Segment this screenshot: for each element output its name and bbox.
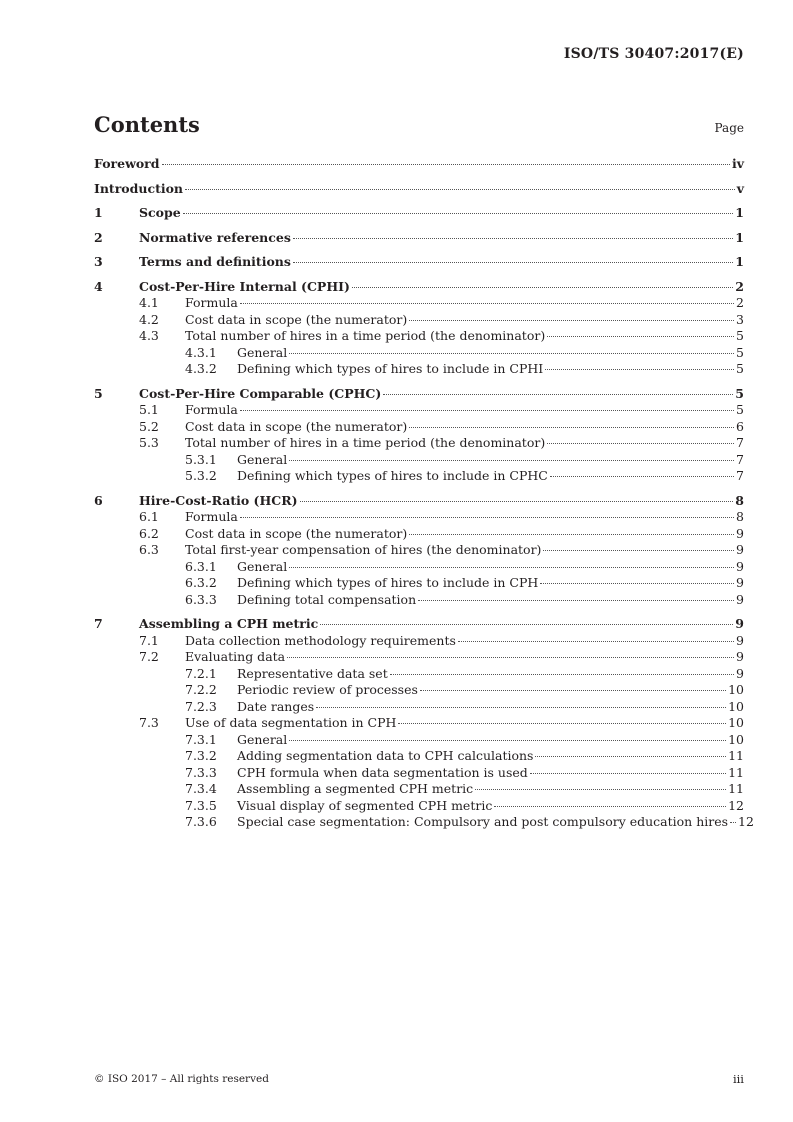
toc-entry[interactable] [94,312,744,329]
dot-leader [409,320,734,321]
toc-entry-title: Cost-Per-Hire Comparable (CPHC) [139,385,382,401]
dot-leader [547,336,734,337]
toc-entry-page: 5 [736,361,744,376]
dot-leader [289,567,734,568]
toc-entry-page: 3 [736,311,744,327]
toc-entry-title: Use of data segmentation in CPH [185,715,397,730]
toc-entry-number: 5 [94,385,103,401]
dot-leader [540,583,734,584]
toc-entry-page: 9 [736,649,744,664]
toc-entry-number: 3 [94,254,103,269]
dot-leader [240,410,734,411]
toc-entry-number: 7.3.2 [185,748,217,763]
toc-entry-number: 7.3.6 [185,814,217,829]
toc-entry-title: Scope [139,205,181,220]
dot-leader [287,657,734,658]
toc-entry-number: 7.3.4 [185,781,217,796]
toc-entry-title: Formula [185,295,238,310]
dot-leader [494,806,726,807]
toc-entry[interactable] [94,386,744,403]
toc-entry-title: Periodic review of processes [237,682,418,697]
toc-entry-page: 5 [736,328,744,343]
toc-entry-title: Total first-year compensation of hires (the denominator) [185,542,542,557]
toc-entry-title: Adding segmentation data to CPH calculations [237,748,534,763]
toc-entry[interactable] [94,279,744,296]
toc-entry-title: Assembling a segmented CPH metric [237,781,474,796]
toc-entry-page: 5 [735,385,744,401]
dot-leader [458,641,734,642]
toc-entry-number: 4.3 [139,328,159,343]
dot-leader [300,501,734,502]
toc-entry[interactable] [94,402,744,419]
toc-entry[interactable] [94,649,744,666]
dot-leader [409,534,734,535]
copyright-notice: © ISO 2017 – All rights reserved [94,1073,269,1085]
toc-entry-title: Special case segmentation: Compulsory and post compulsory education hires [237,814,729,829]
toc-entry-title: Visual display of segmented CPH metric [237,797,493,813]
toc-entry[interactable] [94,181,744,198]
toc-entry-title: Cost data in scope (the numerator) [185,418,408,434]
toc-entry[interactable] [94,526,744,543]
toc-entry-title: Date ranges [237,698,315,714]
toc-entry-number: 1 [94,205,103,220]
toc-entry[interactable] [94,715,744,732]
toc-entry-title: General [237,344,288,360]
toc-entry[interactable] [94,732,744,749]
dot-leader [185,189,735,190]
dot-leader [316,707,726,708]
dot-leader [383,394,733,395]
toc-entry-number: 6.3.2 [185,575,217,590]
toc-entry-number: 7.3.3 [185,764,217,780]
toc-entry-title: Total number of hires in a time period (the denominator) [185,328,546,343]
toc-entry[interactable] [94,559,744,576]
toc-entry[interactable] [94,616,744,633]
toc-entry-title: Formula [185,509,238,524]
dot-leader [398,723,726,724]
toc-entry-page: 9 [736,525,744,541]
toc-entry-page: 9 [736,558,744,574]
dot-leader [289,460,734,461]
toc-entry-number: 6 [94,492,103,508]
toc-entry[interactable] [94,361,744,378]
toc-entry-number: 6.3.1 [185,558,217,574]
toc-entry-title: Cost data in scope (the numerator) [185,311,408,327]
toc-entry[interactable] [94,435,744,452]
toc-entry[interactable] [94,542,744,559]
toc-entry-page: 9 [736,591,744,607]
toc-entry-number: 7.1 [139,632,159,648]
toc-entry-number: 5.2 [139,418,159,434]
toc-entry-title: Foreword [94,156,160,171]
toc-entry-page: 2 [736,295,744,310]
dot-leader [162,164,730,165]
toc-entry[interactable] [94,345,744,362]
toc-entry-number: 6.1 [139,509,159,524]
toc-entry-page: 9 [736,632,744,648]
toc-entry-page: v [736,180,744,196]
dot-leader [409,427,734,428]
toc-entry[interactable] [94,230,744,247]
toc-entry-title: Terms and definitions [139,254,291,269]
dot-leader [289,353,734,354]
toc-entry-title: Evaluating data [185,649,286,664]
toc-entry-page: 12 [728,797,744,813]
toc-entry-title: Cost-Per-Hire Internal (CPHI) [139,278,350,294]
toc-entry-number: 6.3.3 [185,591,217,607]
toc-entry-page: 1 [735,205,744,220]
toc-entry-number: 5.3.1 [185,451,217,467]
toc-entry-page: 8 [735,492,744,508]
toc-entry[interactable] [94,328,744,345]
toc-entry-page: 10 [728,731,744,747]
dot-leader [293,238,733,239]
dot-leader [289,740,726,741]
toc-entry-number: 7.2.1 [185,665,217,681]
toc-entry-title: Representative data set [237,665,388,681]
toc-entry-page: 10 [728,715,744,730]
dot-leader [545,369,734,370]
toc-entry-title: Total number of hires in a time period (the denominator) [185,435,546,450]
toc-entry-page: 11 [728,748,744,763]
toc-entry-page: 9 [736,575,744,590]
toc-entry-number: 7.3.1 [185,731,217,747]
toc-entry-page: 6 [736,418,744,434]
toc-entry-number: 2 [94,229,103,245]
toc-entry-page: 10 [728,682,744,697]
toc-entry-title: Hire-Cost-Ratio (HCR) [139,492,298,508]
contents-heading [94,112,744,140]
toc-entry-number: 4 [94,278,103,294]
toc-entry[interactable] [94,748,744,765]
dot-leader [550,476,734,477]
toc-entry-title: Defining total compensation [237,591,417,607]
toc-entry[interactable] [94,509,744,526]
toc-entry[interactable] [94,452,744,469]
dot-leader [543,550,734,551]
toc-entry-number: 5.1 [139,402,159,417]
toc-entry-title: CPH formula when data segmentation is used [237,764,528,780]
toc-entry-title: Normative references [139,229,291,245]
toc-entry-page: 7 [736,468,744,483]
toc-entry-number: 5.3 [139,435,159,450]
toc-entry-title: Defining which types of hires to include in CPH [237,575,539,590]
dot-leader [240,517,734,518]
toc-entry-number: 4.3.2 [185,361,217,376]
toc-entry-number: 4.1 [139,295,159,310]
toc-entry-title: Defining which types of hires to include in CPHI [237,361,544,376]
document-id: ISO/TS 30407:2017(E) [563,46,744,62]
toc-entry[interactable] [94,666,744,683]
toc-entry-page: 11 [728,764,744,780]
toc-entry-title: Defining which types of hires to include in CPHC [237,468,548,483]
toc-entry-page: 1 [735,229,744,245]
toc-entry-number: 6.2 [139,525,159,541]
toc-entry-page: 9 [735,616,744,631]
toc-entry-title: General [237,731,288,747]
toc-entry[interactable] [94,419,744,436]
toc-entry[interactable] [94,592,744,609]
toc-entry-number: 7.2 [139,649,159,664]
toc-entry[interactable] [94,156,744,173]
toc-entry-title: Data collection methodology requirements [185,632,456,648]
toc-entry[interactable] [94,781,744,798]
page-column-label: Page [714,121,744,135]
toc-entry-number: 5.3.2 [185,468,217,483]
dot-leader [320,624,733,625]
toc-entry-page: 10 [728,698,744,714]
toc-entry[interactable] [94,798,744,815]
dot-leader [352,287,733,288]
toc-entry-page: 7 [736,451,744,467]
toc-entry[interactable] [94,575,744,592]
toc-entry[interactable] [94,468,744,485]
dot-leader [390,674,734,675]
toc-entry[interactable] [94,682,744,699]
toc-entry-page: 1 [735,254,744,269]
toc-entry[interactable] [94,699,744,716]
dot-leader [183,213,734,214]
toc-entry-title: Cost data in scope (the numerator) [185,525,408,541]
page-title: Contents [94,112,200,137]
toc-entry[interactable] [94,205,744,222]
toc-entry[interactable] [94,814,754,831]
toc-entry-page: 5 [736,402,744,417]
toc-entry[interactable] [94,493,744,510]
toc-entry-page: 2 [735,278,744,294]
toc-entry-page: 12 [738,814,754,829]
dot-leader [418,600,734,601]
dot-leader [535,756,726,757]
toc-entry[interactable] [94,295,744,312]
toc-entry-title: General [237,451,288,467]
toc-entry-title: Formula [185,402,238,417]
dot-leader [240,303,734,304]
dot-leader [730,822,736,823]
toc-entry-title: Assembling a CPH metric [139,616,319,631]
toc-entry-page: 9 [736,542,744,557]
toc-entry-page: 9 [736,665,744,681]
toc-entry-number: 7 [94,616,103,631]
toc-entry-number: 7.3.5 [185,797,217,813]
toc-entry-page: 8 [736,509,744,524]
dot-leader [547,443,734,444]
toc-entry-title: Introduction [94,180,184,196]
toc-entry-title: General [237,558,288,574]
toc-entry-page: 7 [736,435,744,450]
toc-entry-number: 7.3 [139,715,159,730]
toc-entry[interactable] [94,765,744,782]
toc-entry-page: 11 [728,781,744,796]
dot-leader [530,773,726,774]
toc-entry-page: 5 [736,344,744,360]
toc-entry-number: 4.3.1 [185,344,217,360]
toc-entry-page: iv [731,156,744,171]
toc-entry-number: 7.2.3 [185,698,217,714]
dot-leader [420,690,726,691]
table-of-contents [94,156,754,831]
page-number: iii [732,1072,744,1086]
toc-entry[interactable] [94,254,744,271]
toc-entry-number: 7.2.2 [185,682,217,697]
toc-entry-number: 6.3 [139,542,159,557]
toc-entry-number: 4.2 [139,311,159,327]
dot-leader [293,262,733,263]
toc-entry[interactable] [94,633,744,650]
dot-leader [475,789,726,790]
